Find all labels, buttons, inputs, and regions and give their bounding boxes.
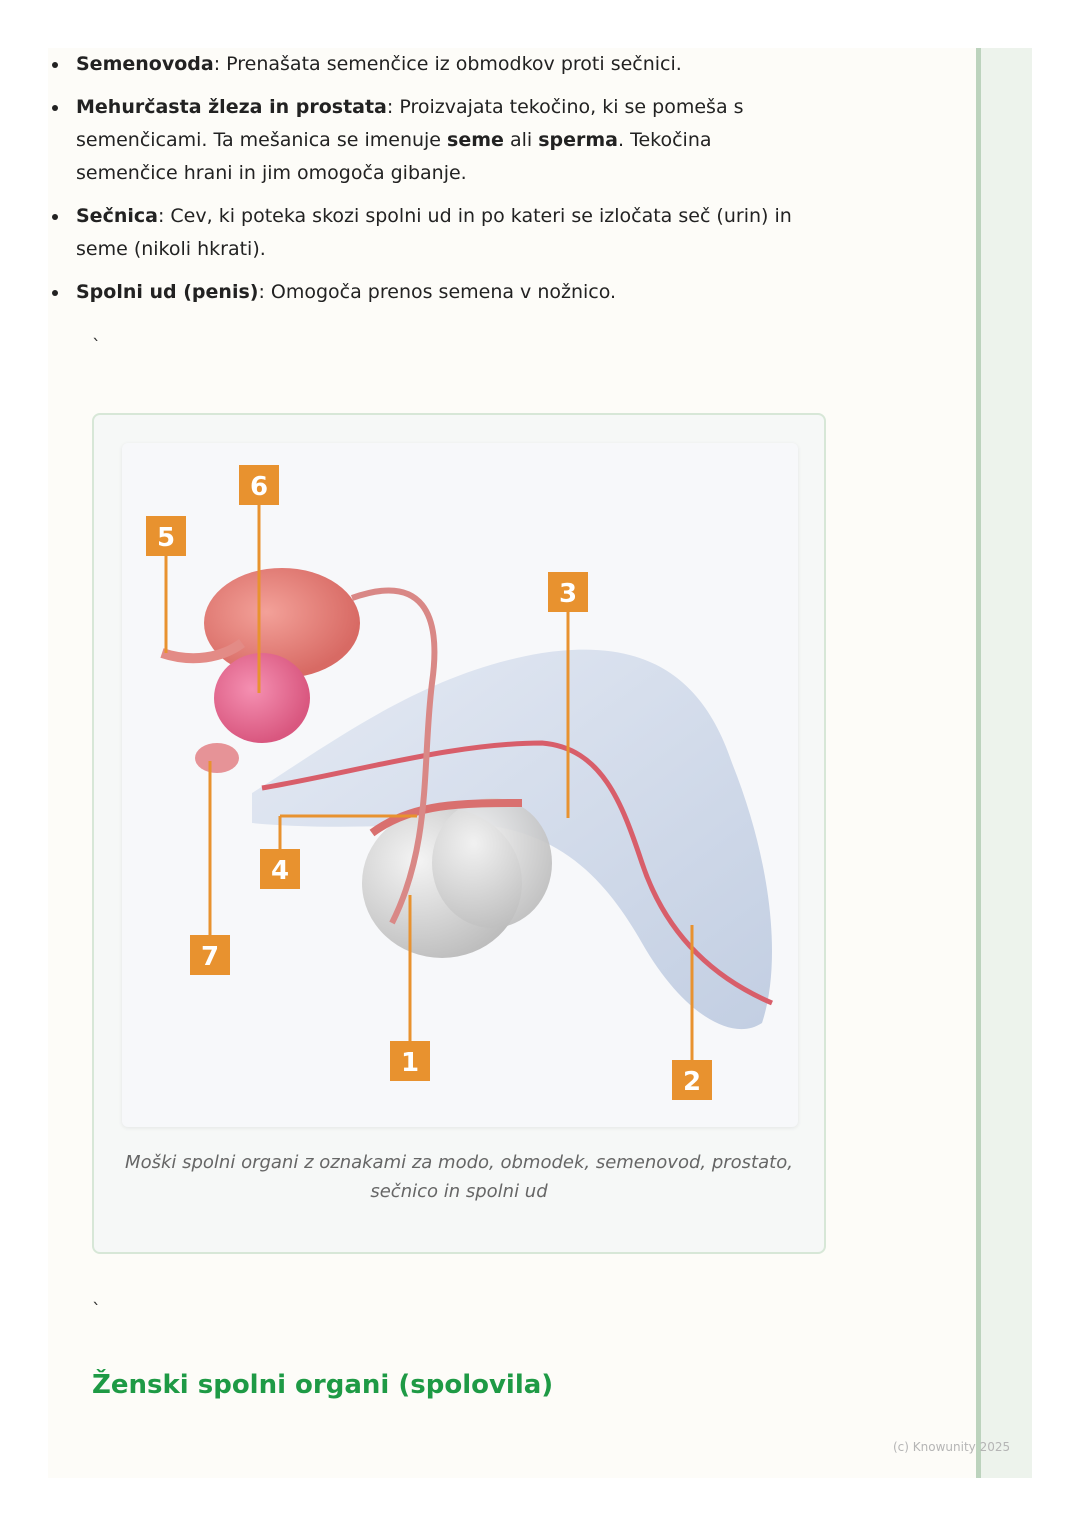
anatomy-illustration — [122, 443, 798, 1127]
organ-list — [76, 48, 796, 319]
description: . Tekočina semenčice hrani in jim omogoča gibanje. — [76, 129, 712, 184]
prostate-shape — [214, 653, 310, 743]
term: Semenovoda — [76, 53, 214, 75]
label-1 — [390, 1041, 430, 1081]
description: : Prenašata semenčice iz obmodkov proti sečnici. — [213, 53, 682, 75]
label-7-text: 7 — [200, 942, 220, 972]
stray-backtick: ` — [92, 1300, 101, 1321]
term: Mehurčasta žleza in prostata — [76, 96, 387, 118]
term: Sečnica — [76, 205, 158, 227]
term-sperma: sperma — [538, 129, 619, 151]
label-6-text: 6 — [249, 472, 269, 502]
list-item — [76, 48, 796, 81]
stray-backtick: ` — [92, 336, 101, 357]
anatomy-drawing — [122, 443, 798, 1127]
description: : Cev, ki poteka skozi spolni ud in po kateri se izločata seč (urin) in seme (nikoli hkrati). — [76, 205, 792, 260]
label-3 — [548, 572, 588, 612]
label-4-text: 4 — [270, 856, 290, 886]
label-5-text: 5 — [156, 523, 176, 553]
copyright-footer: (c) Knowunity 2025 — [893, 1440, 1011, 1454]
description: ali — [503, 129, 539, 151]
list-item — [76, 91, 796, 190]
term-seme: seme — [447, 129, 504, 151]
label-6 — [239, 465, 279, 505]
right-sidebar — [976, 48, 1032, 1478]
label-2-text: 2 — [682, 1067, 702, 1097]
label-2 — [672, 1060, 712, 1100]
testis-shape — [432, 798, 552, 928]
term: Spolni ud (penis) — [76, 281, 259, 303]
label-3-text: 3 — [558, 579, 578, 609]
section-heading: Ženski spolni organi (spolovila) — [92, 1370, 554, 1400]
gland-shape — [195, 743, 239, 773]
list-item — [76, 276, 796, 309]
figure-card — [92, 413, 826, 1254]
label-4 — [260, 849, 300, 889]
list-item — [76, 200, 796, 266]
label-5 — [146, 516, 186, 556]
description: : Proizvajata tekočino, ki se pomeša s semenčicami. Ta mešanica se imenuje — [76, 96, 744, 151]
label-1-text: 1 — [400, 1048, 420, 1078]
figure-caption: Moški spolni organi z oznakami za modo, obmodek, semenovod, prostato, sečnico in spolni ud — [125, 1152, 793, 1202]
description: : Omogoča prenos semena v nožnico. — [258, 281, 617, 303]
label-7 — [190, 935, 230, 975]
